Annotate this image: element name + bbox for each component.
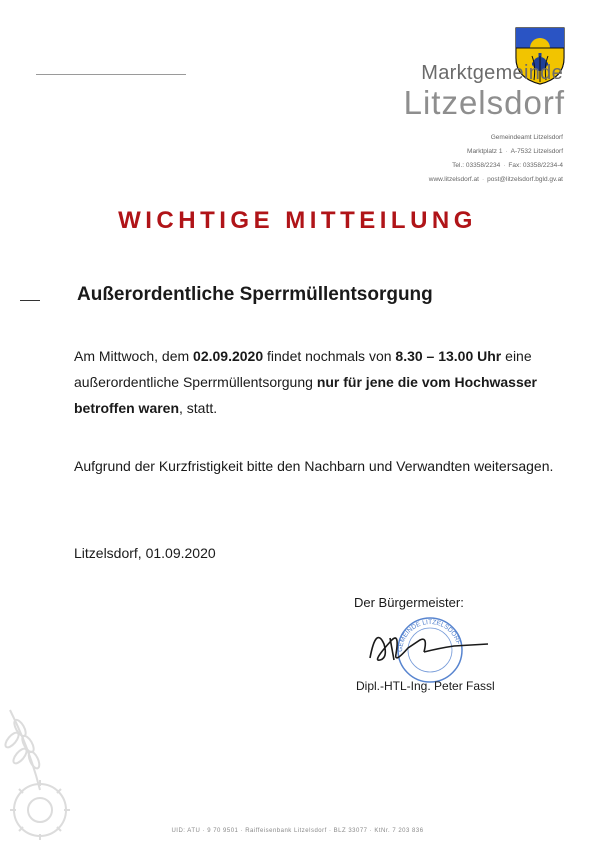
signatory-name: Dipl.-HTL-Ing. Peter Fassl bbox=[356, 679, 495, 693]
body-paragraph-1: Am Mittwoch, dem 02.09.2020 findet nochmals von 8.30 – 13.00 Uhr eine außerordentliche Sperrmüllentsorgung nur für jene die vom Hochwasser betroffen waren, statt. bbox=[74, 348, 537, 416]
subject-title: Außerordentliche Sperrmüllentsorgung bbox=[77, 284, 433, 305]
signature-title: Der Bürgermeister: bbox=[354, 595, 464, 610]
address-line: Marktplatz 1 · A-7532 Litzelsdorf bbox=[467, 148, 563, 155]
office-name: Gemeindeamt Litzelsdorf bbox=[490, 134, 563, 141]
email-link[interactable]: post@litzelsdorf.bgld.gv.at bbox=[487, 176, 563, 183]
fold-mark bbox=[20, 300, 40, 301]
wheat-gear-watermark-icon bbox=[0, 700, 80, 840]
place-date: Litzelsdorf, 01.09.2020 bbox=[74, 545, 216, 561]
svg-text:GEMEINDE LITZELSDORF: GEMEINDE LITZELSDORF bbox=[396, 618, 462, 653]
contact-block bbox=[303, 131, 563, 187]
body-paragraph-2: Aufgrund der Kurzfristigkeit bitte den Nachbarn und Verwandten weitersagen. bbox=[74, 458, 554, 474]
footer-bank-details: UID: ATU · 9 70 9501 · Raiffeisenbank Litzelsdorf · BLZ 33077 · KtNr. 7 203 836 bbox=[171, 828, 424, 834]
brand-litzelsdorf: Litzelsdorf bbox=[403, 84, 565, 121]
web-line: www.litzelsdorf.at · post@litzelsdorf.bgld.gv.at bbox=[428, 176, 563, 183]
brand-marktgemeinde: Marktgemeinde bbox=[421, 62, 563, 84]
official-stamp-icon bbox=[350, 608, 490, 688]
website-link[interactable]: www.litzelsdorf.at bbox=[428, 176, 479, 183]
headline: WICHTIGE MITTEILUNG bbox=[118, 207, 477, 234]
header-rule bbox=[36, 74, 186, 75]
phone-line: Tel.: 03358/2234 · Fax: 03358/2234-4 bbox=[452, 162, 563, 169]
